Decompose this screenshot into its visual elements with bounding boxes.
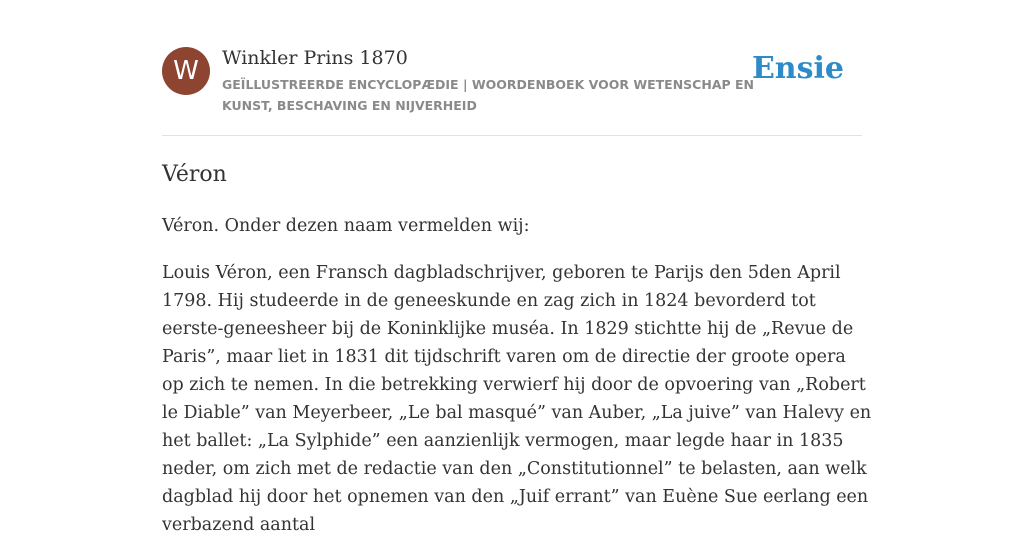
article-title: Véron: [162, 162, 227, 187]
site-header: [162, 44, 862, 136]
site-title[interactable]: Winkler Prins 1870: [222, 47, 408, 69]
article-body: [162, 212, 872, 558]
avatar[interactable]: W: [162, 47, 210, 95]
article-paragraph: Louis Véron, een Fransch dagbladschrijver, geboren te Parijs den 5den April 1798. Hij studeerde in de geneeskunde en zag zich in 1824 bevorderd tot eerste-geneesheer bij de Koninklijke muséa. In 1829 stichtte hij de „Revue de Paris”, maar liet in 1831 dit tijdschrift varen om de directie der groote opera op zich te nemen. In die betrekking verwierf hij door de opvoering van „Robert le Diable” van Meyerbeer, „Le bal masqué” van Auber, „La juive” van Halevy en het ballet: „La Sylphide” een aanzienlijk vermogen, maar legde haar in 1835 neder, om zich met de redactie van den „Constitutionnel” te belasten, aan welk dagblad hij door het opnemen van den „Juif errant” van Euène Sue eerlang een verbazend aantal: [162, 263, 872, 535]
article-intro: Véron. Onder dezen naam vermelden wij:: [162, 216, 530, 236]
site-subtitle: GEÏLLUSTREERDE ENCYCLOPÆDIE | WOORDENBOEK VOOR WETENSCHAP EN KUNST, BESCHAVING EN NIJVERHEID: [222, 77, 755, 113]
ensie-logo-link[interactable]: Ensie: [751, 51, 844, 86]
